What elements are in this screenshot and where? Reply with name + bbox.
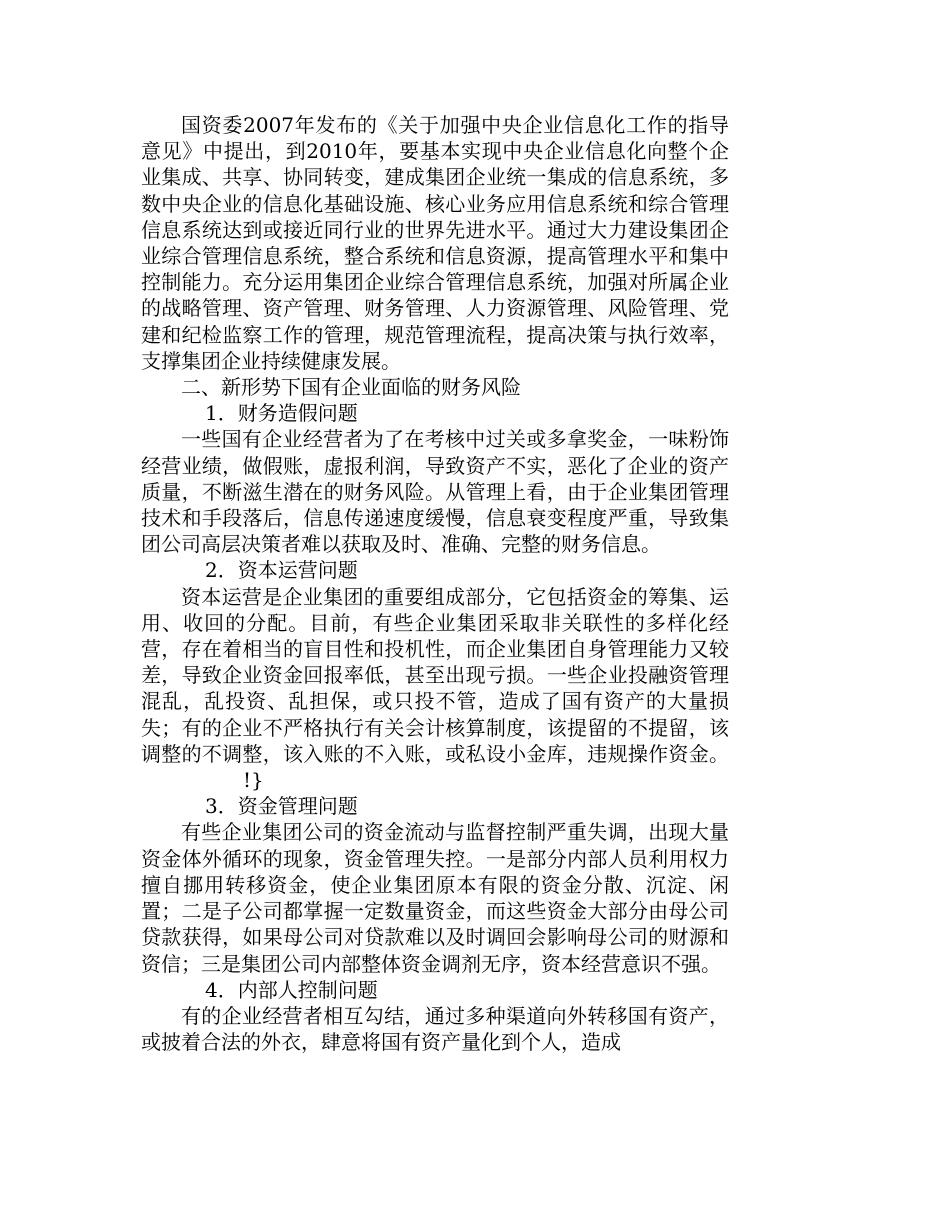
stray-mark: !} <box>243 768 264 793</box>
subsection-heading-financial-fraud: 1．财务造假问题 <box>205 401 358 426</box>
financial-fraud-paragraph: 一些国有企业经营者为了在考核中过关或多拿奖金，一味粉饰经营业绩，做假账，虚报利润，导致资产不实，恶化了企业的资产质量，不断滋生潜在的财务风险。从管理上看，由于企业集团管理技术和手段落后，信息传递速度缓慢，信息衰变程度严重，导致集团公司高层决策者难以获取及时、准确、完整的财务信息。 <box>141 427 729 557</box>
fund-management-paragraph: 有些企业集团公司的资金流动与监督控制严重失调，出现大量资金体外循环的现象，资金管理失控。一是部分内部人员利用权力擅自挪用转移资金，使企业集团原本有限的资金分散、沉淀、闲置；二是子公司都掌握一定数量资金，而这些资金大部分由母公司贷款获得，如果母公司对贷款难以及时调回会影响母公司的财源和资信；三是集团公司内部整体资金调剂无序，资本经营意识不强。 <box>141 820 729 976</box>
capital-operation-text: 资本运营是企业集团的重要组成部分，它包括资金的筹集、运用、收回的分配。目前，有些企业集团采取非关联性的多样化经营，存在着相当的盲目性和投机性，而企业集团自身管理能力又较差，导致企业资金回报率低，甚至出现亏损。一些企业投融资管理混乱，乱投资、乱担保，或只投不管，造成了国有资产的大量损失；有的企业不严格执行有关会计核算制度，该提留的不提留，该调整的不调整，该入账的不入账，或私设小金库，违规操作资金。 <box>141 584 729 766</box>
document-body <box>141 112 729 1055</box>
subsection-heading-insider-control: 4．内部人控制问题 <box>205 977 378 1002</box>
subsection-heading-fund-management: 3．资金管理问题 <box>205 794 358 819</box>
section-heading: 二、新形势下国有企业面临的财务风险 <box>181 375 521 400</box>
insider-control-paragraph: 有的企业经营者相互勾结，通过多种渠道向外转移国有资产，或披着合法的外衣，肆意将国有资产量化到个人，造成 <box>141 1003 729 1055</box>
intro-paragraph: 国资委2007年发布的《关于加强中央企业信息化工作的指导意见》中提出，到2010年，要基本实现中央企业信息化向整个企业集成、共享、协同转变，建成集团企业统一集成的信息系统，多数中央企业的信息化基础设施、核心业务应用信息系统和综合管理信息系统达到或接近同行业的世界先进水平。通过大力建设集团企业综合管理信息系统，整合系统和信息资源，提高管理水平和集中控制能力。充分运用集团企业综合管理信息系统，加强对所属企业的战略管理、资产管理、财务管理、人力资源管理、风险管理、党建和纪检监察工作的管理，规范管理流程，提高决策与执行效率，支撑集团企业持续健康发展。 <box>141 113 729 373</box>
subsection-heading-capital-operation: 2．资本运营问题 <box>205 558 358 583</box>
capital-operation-paragraph <box>141 584 729 794</box>
